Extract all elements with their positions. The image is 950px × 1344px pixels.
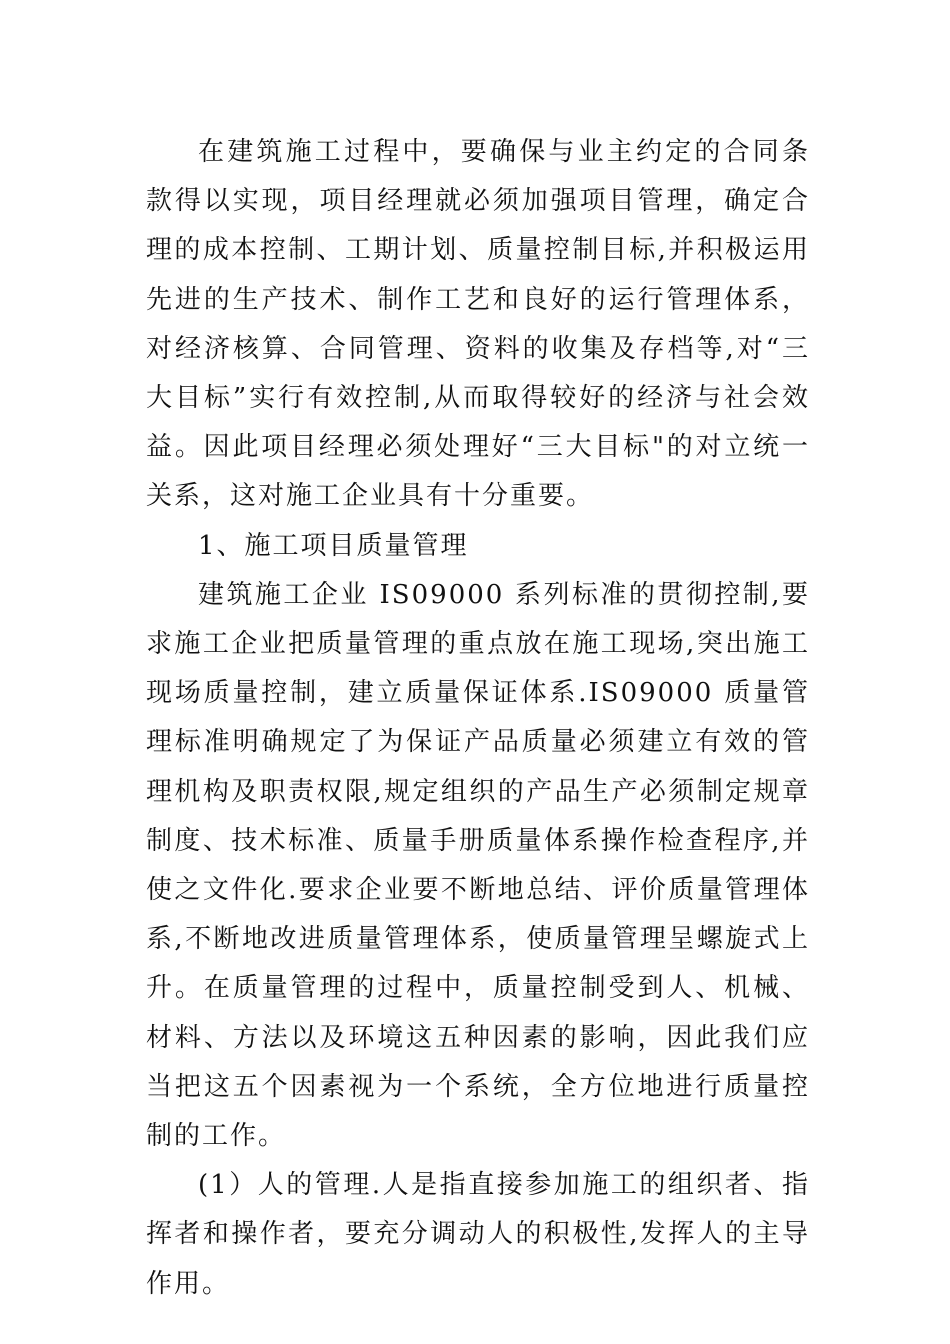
document-page bbox=[146, 128, 810, 1309]
section-heading-quality-management: 1、施工项目质量管理 bbox=[198, 530, 469, 561]
quality-management-paragraph: 建筑施工企业 IS09000 系列标准的贯彻控制,要求施工企业把质量管理的重点放在施工现场,突出施工现场质量控制，建立质量保证体系.IS09000 质量管理标准明确规定了为保证产品质量必须建立有效的管理机构及职责权限,规定组织的产品生产必须制定规章制度、技术标准、质量手册质量体系操作检查程序,并使之文件化.要求企业要不断地总结、评价质量管理体系,不断地改进质量管理体系，使质量管理呈螺旋式上升。在质量管理的过程中，质量控制受到人、机械、材料、方法以及环境这五种因素的影响，因此我们应当把这五个因素视为一个系统，全方位地进行质量控制的工作。 bbox=[146, 579, 810, 1152]
people-management-paragraph: (1）人的管理.人是指直接参加施工的组织者、指挥者和操作者，要充分调动人的积极性,发挥人的主导作用。 bbox=[146, 1170, 810, 1299]
intro-paragraph: 在建筑施工过程中，要确保与业主约定的合同条款得以实现，项目经理就必须加强项目管理，确定合理的成本控制、工期计划、质量控制目标,并积极运用先进的生产技术、制作工艺和良好的运行管理体系，对经济核算、合同管理、资料的收集及存档等,对“三大目标”实行有效控制,从而取得较好的经济与社会效益。因此项目经理必须处理好“三大目标"的对立统一关系，这对施工企业具有十分重要。 bbox=[146, 137, 810, 512]
